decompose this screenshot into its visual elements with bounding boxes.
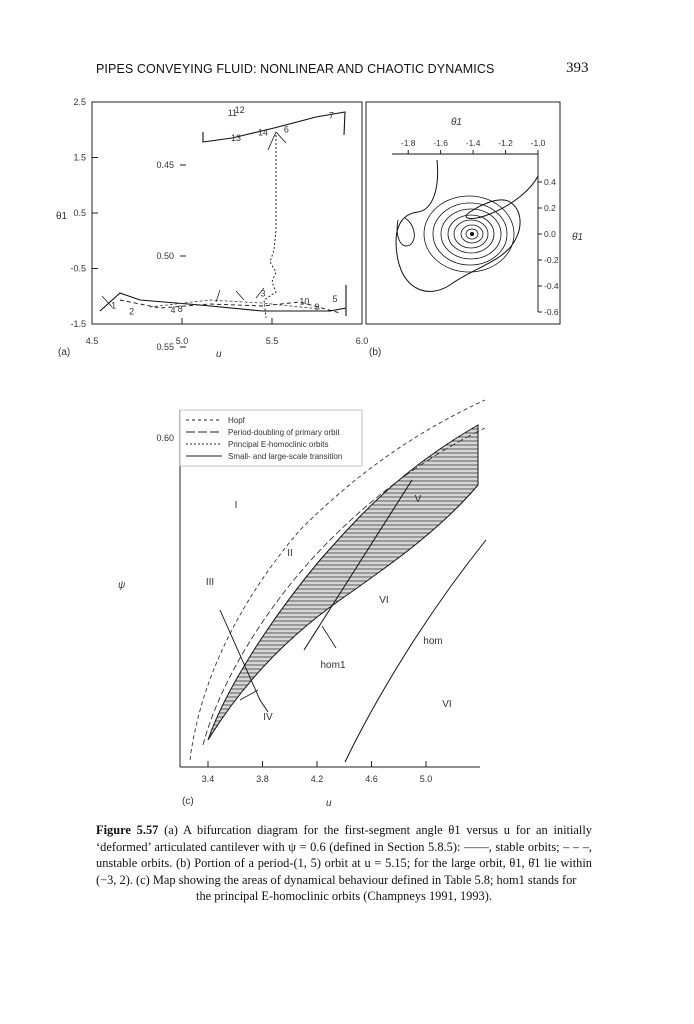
c-ytick-label: 0.50 <box>156 251 174 261</box>
c-curve-label: hom1 <box>320 660 346 671</box>
a-x-label: u <box>216 349 222 360</box>
c-legend-label: Hopf <box>228 416 245 425</box>
c-region-label: IV <box>263 712 273 723</box>
panel-label-a: (a) <box>58 347 71 358</box>
c-xtick-label: 3.8 <box>256 774 269 784</box>
c-xtick-label: 4.2 <box>310 774 324 784</box>
b-ytick-label: -0.6 <box>544 307 559 317</box>
a-xtick-label: 5.0 <box>175 336 189 346</box>
a-point-label: 2 <box>129 306 135 317</box>
a-ytick-label: 1.5 <box>73 152 86 163</box>
b-xtick-label: -1.2 <box>498 138 513 148</box>
b-ytick-label: -0.2 <box>544 255 559 265</box>
running-header: PIPES CONVEYING FLUID: NONLINEAR AND CHAOTIC DYNAMICS <box>96 62 495 76</box>
b-ytick-label: 0.4 <box>544 177 556 187</box>
b-ytick-label: 0.0 <box>544 229 556 239</box>
b-xtick-label: -1.4 <box>465 138 481 148</box>
a-ytick-label: -0.5 <box>70 263 86 274</box>
a-point-label: 11 <box>227 107 238 118</box>
a-point-label: 1 <box>111 300 117 311</box>
c-xtick-label: 4.6 <box>365 774 378 784</box>
c-x-label: u <box>326 798 332 809</box>
a-xtick-label: 4.5 <box>85 336 99 346</box>
c-xtick-label: 3.4 <box>201 774 215 784</box>
a-point-label: 6 <box>283 124 289 135</box>
a-point-label: 5 <box>332 293 338 304</box>
b-spiral <box>424 196 514 272</box>
a-ytick-label: 2.5 <box>73 97 86 107</box>
b-ytick-label: -0.4 <box>544 281 559 291</box>
panel-c-plot <box>156 160 486 784</box>
c-region-label: III <box>205 577 215 588</box>
page-number: 393 <box>566 60 589 76</box>
a-xtick-label: 5.5 <box>265 336 279 346</box>
a-ytick-label: -1.5 <box>70 319 86 329</box>
b-xtick-label: -1.8 <box>400 138 416 148</box>
a-point-label: 12 <box>234 105 245 116</box>
a-ytick-label: 0.5 <box>73 208 86 218</box>
c-y-label: ψ <box>118 580 126 591</box>
c-region-label: I <box>234 500 238 511</box>
c-legend-label: Period-doubling of primary orbit <box>228 428 340 437</box>
b-y-label: θ̇1 <box>572 232 583 243</box>
a-xtick-label: 6.0 <box>355 336 369 346</box>
figure-caption <box>96 822 592 905</box>
a-point-label: 4 <box>170 304 176 315</box>
a-y-label: θ1 <box>56 211 68 222</box>
c-region-label: VI <box>442 699 452 710</box>
b-ytick-label: 0.2 <box>544 203 556 213</box>
a-transition <box>264 135 276 318</box>
panel-label-c: (c) <box>182 796 194 807</box>
c-region-label: V <box>414 494 422 505</box>
a-point-label: 8 <box>177 303 183 314</box>
c-legend-label: Small- and large-scale transition <box>228 452 343 461</box>
panel-label-b: (b) <box>369 347 382 358</box>
caption-last-line: the principal E-homoclinic orbits (Champneys 1991, 1993). <box>196 889 492 904</box>
c-ytick-label: 0.55 <box>156 342 174 352</box>
a-point-label: 3 <box>260 288 266 299</box>
c-ytick-label: 0.60 <box>156 433 174 443</box>
b-xtick-label: -1.0 <box>530 138 546 148</box>
panel-a-plot <box>70 97 368 346</box>
c-ytick-label: 0.45 <box>156 160 174 170</box>
caption-text: (a) A bifurcation diagram for the first-segment angle θ1 versus u for an initially ‘deformed’ articulated cantilever with ψ = 0.6 (defined in Section 5.8.5): ——, stable orbits; – – –, unstable orbits. (b) Portion of a period-(1, 5) orbit at u = 5.15; for the large orbit, θ1, θ̇1 lie within (−3, 2). (c) Map showing the areas of dynamical behaviour defined in Table 5.8; hom1 stands for <box>96 823 592 887</box>
a-point-label: 9 <box>314 302 320 313</box>
c-xtick-label: 5.0 <box>419 774 433 784</box>
b-x-label: θ1 <box>451 117 462 128</box>
c-region-label: II <box>287 548 293 559</box>
a-point-label: 10 <box>299 296 310 307</box>
a-stable-upper <box>203 112 345 142</box>
panel-b-plot <box>366 102 560 324</box>
caption-label: Figure 5.57 <box>96 823 159 837</box>
b-xtick-label: -1.6 <box>433 138 448 148</box>
a-point-label: 13 <box>230 132 242 143</box>
c-region-label: VI <box>379 595 389 606</box>
a-point-label: 7 <box>328 110 334 121</box>
c-curve-label: hom <box>423 636 443 647</box>
c-hatched-region <box>205 425 478 740</box>
c-legend-label: Principal E-homoclinic orbits <box>228 440 329 449</box>
a-point-label: 14 <box>257 127 269 138</box>
